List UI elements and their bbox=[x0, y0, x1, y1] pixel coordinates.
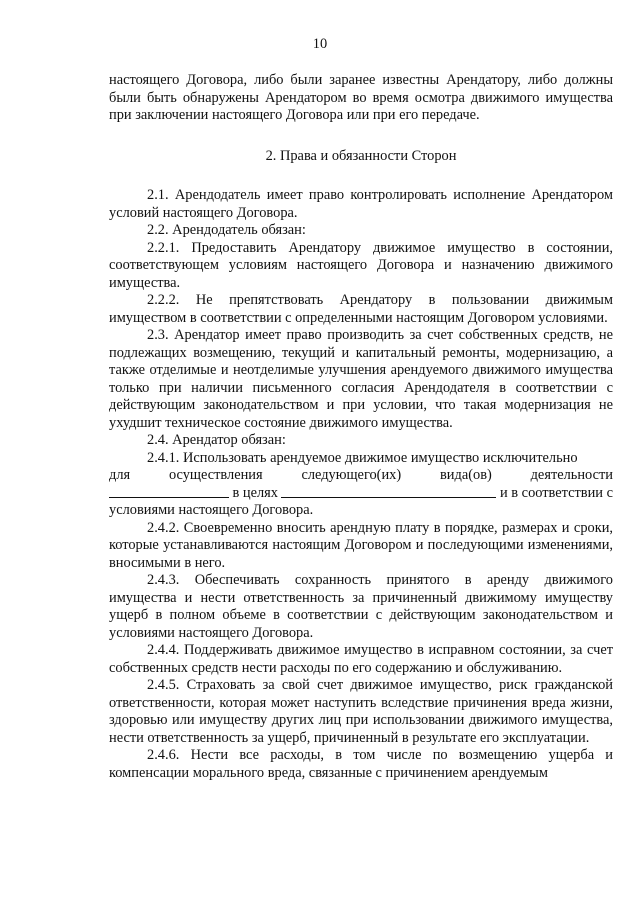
paragraph-2-2-1: 2.2.1. Предоставить Арендатору движимое имущество в состоянии, соответствующем условиям настоящего Договора и назначению движимого имущества. bbox=[109, 239, 613, 291]
word: осуществления bbox=[168, 467, 263, 483]
word: для bbox=[109, 467, 131, 483]
blank-field-purpose bbox=[281, 485, 496, 498]
blank-field-activity bbox=[109, 485, 229, 498]
paragraph-2-4-1-line1: 2.4.1. Использовать арендуемое движимое имущество исключительно bbox=[147, 449, 578, 466]
in-order-text: в целях bbox=[232, 484, 278, 501]
word: деятельности bbox=[530, 467, 613, 483]
section-title: 2. Права и обязанности Сторон bbox=[265, 147, 457, 164]
paragraph-2-2: 2.2. Арендодатель обязан: bbox=[147, 222, 306, 238]
paragraph-2-4-1-end: условиями настоящего Договора. bbox=[109, 502, 314, 518]
accordance-text: и в соответствии с bbox=[499, 484, 613, 501]
paragraph-2-4-5: 2.4.5. Страховать за свой счет движимое имущество, риск гражданской ответственности, которая может наступить вследствие причинения вреда жизни, здоровью или имуществу других лиц при использовании движимого имущества, нести ответственность за ущерб, причиненный в результате его эксплуатации. bbox=[109, 677, 613, 746]
page-number: 10 bbox=[312, 36, 328, 52]
paragraph-2-2-2: 2.2.2. Не препятствовать Арендатору в пользовании движимым имуществом в соответствии с определенными настоящим Договором условиями. bbox=[109, 292, 613, 326]
paragraph-2-4-3: 2.4.3. Обеспечивать сохранность принятого в аренду движимого имущества и нести ответственность за причиненный движимому имуществу ущерб в полном объеме в соответствии с действующим законодательством и условиями настоящего Договора. bbox=[109, 572, 613, 641]
page-body bbox=[109, 72, 613, 782]
word: следующего(их) bbox=[301, 467, 402, 483]
intro-paragraph: настоящего Договора, либо были заранее известны Арендатору, либо должны были быть обнаружены Арендатором во время осмотра движимого имущества при заключении настоящего Договора или при его передаче. bbox=[109, 72, 613, 123]
paragraph-2-1: 2.1. Арендодатель имеет право контролировать исполнение Арендатором условий настоящего Договора. bbox=[109, 187, 613, 221]
paragraph-2-3: 2.3. Арендатор имеет право производить за счет собственных средств, не подлежащих возмещению, текущий и капитальный ремонты, модернизацию, а также отделимые и неотделимые улучшения арендуемого движимого имущества только при наличии письменного согласия Арендодателя в соответствии с действующим законодательством и при условии, что такая модернизация не ухудшит техническое состояние движимого имущества. bbox=[109, 327, 613, 431]
word: вида(ов) bbox=[440, 467, 492, 483]
paragraph-2-4-1-line2 bbox=[109, 467, 613, 485]
paragraph-2-4-2: 2.4.2. Своевременно вносить арендную плату в порядке, размерах и сроки, которые устанавливаются настоящим Договором и последующими изменениями, вносимыми в него. bbox=[109, 519, 613, 571]
paragraph-2-4-1 bbox=[109, 450, 613, 520]
paragraph-2-4-6: 2.4.6. Нести все расходы, в том числе по возмещению ущерба и компенсации морального вреда, связанные с причинением арендуемым bbox=[109, 747, 613, 781]
paragraph-2-4: 2.4. Арендатор обязан: bbox=[147, 432, 286, 448]
paragraph-2-4-1-line3 bbox=[109, 485, 613, 503]
paragraph-2-4-4: 2.4.4. Поддерживать движимое имущество в исправном состоянии, за счет собственных средств нести расходы по его содержанию и обслуживанию. bbox=[109, 642, 613, 676]
